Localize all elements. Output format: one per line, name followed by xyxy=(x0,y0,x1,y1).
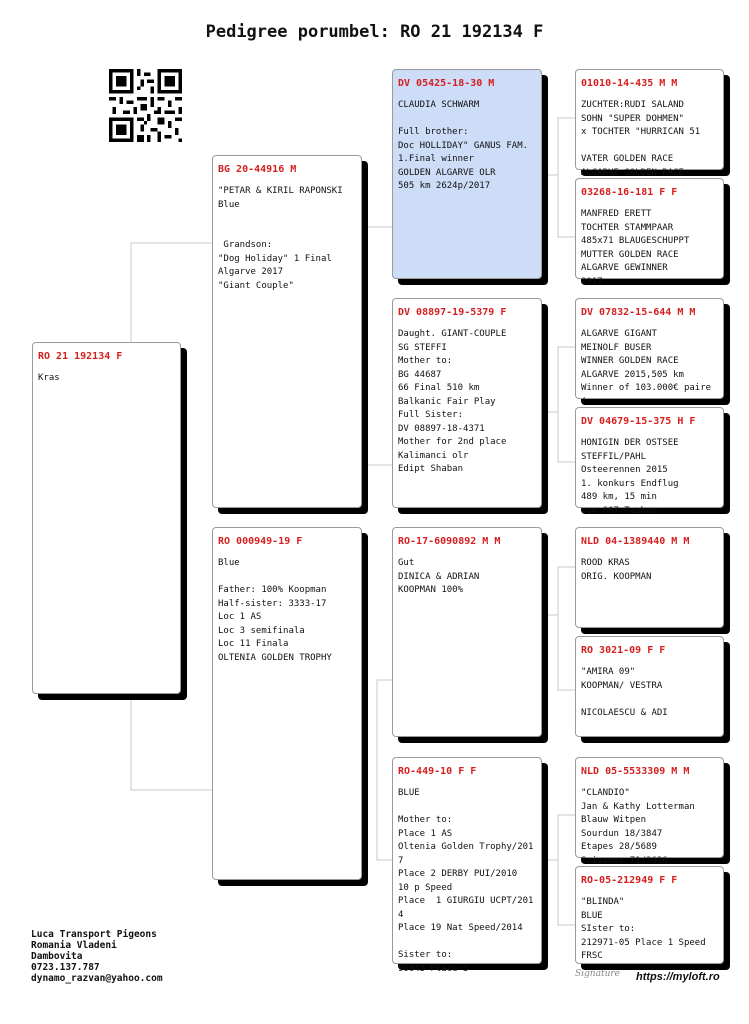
subject-info: Kras xyxy=(38,373,60,383)
breeder-email: dynamo_razvan@yahoo.com xyxy=(31,973,163,984)
mf-mother-info: "AMIRA 09" KOOPMAN/ VESTRA NICOLAESCU & ADI xyxy=(581,667,668,718)
mother-card[interactable] xyxy=(212,527,362,880)
maternal-grandmother-ring-number: RO-449-10 F F xyxy=(398,766,477,777)
mf-mother-ring-number: RO 3021-09 F F xyxy=(581,645,666,656)
subject-ring-number: RO 21 192134 F xyxy=(38,351,123,362)
breeder-phone: 0723.137.787 xyxy=(31,962,100,973)
fm-mother-info: HONIGIN DER OSTSEE STEFFIL/PAHL Osteerennen 2015 1. konkurs Endflug 489 km, 15 min von 607 Tauben xyxy=(581,438,679,516)
ff-mother-card[interactable] xyxy=(575,178,724,287)
subject-card[interactable] xyxy=(32,342,181,694)
ff-mother-ring-number: 03268-16-181 F F xyxy=(581,187,678,198)
ff-father-ring-number: 01010-14-435 M M xyxy=(581,78,678,89)
breeder-contact-block xyxy=(31,929,163,984)
mm-mother-ring-number: RO-05-212949 F F xyxy=(581,875,678,886)
breeder-region: Dambovita xyxy=(31,951,83,962)
maternal-grandfather-info: Gut DINICA & ADRIAN KOOPMAN 100% xyxy=(398,558,480,595)
breeder-country: Romania Vladeni xyxy=(31,940,117,951)
paternal-grandfather-info: CLAUDIA SCHWARM Full brother: Doc HOLLIDAY" GANUS FAM. 1.Final winner GOLDEN ALGARVE OLR 505 km 2624p/2017 xyxy=(398,100,529,191)
page-title: Pedigree porumbel: RO 21 192134 F xyxy=(205,22,544,42)
fm-mother-ring-number: DV 04679-15-375 H F xyxy=(581,416,696,427)
fm-father-ring-number: DV 07832-15-644 M M xyxy=(581,307,696,318)
maternal-grandfather-card[interactable] xyxy=(392,527,542,737)
paternal-grandmother-info: Daught. GIANT-COUPLE SG STEFFI Mother to: BG 44687 66 Final 510 km Balkanic Fair Play Full Sister: DV 08897-18-4371 Mother for 2nd place Kalimanci olr Edipt Shaban xyxy=(398,329,507,474)
mm-father-ring-number: NLD 05-5533309 M M xyxy=(581,766,690,777)
ff-mother-info: MANFRED ERETT TOCHTER STAMMPAAR 485x71 BLAUGESCHUPPT MUTTER GOLDEN RACE ALGARVE GEWINNER 2017 xyxy=(581,209,690,287)
father-card[interactable] xyxy=(212,155,362,508)
mm-mother-info: "BLINDA" BLUE SIster to: 212971-05 Place 1 Speed FRSC xyxy=(581,897,706,961)
mother-ring-number: RO 000949-19 F xyxy=(218,536,303,547)
website-link[interactable]: https://myloft.ro xyxy=(636,971,720,983)
fm-father-info: ALGARVE GIGANT MEINOLF BUSER WINNER GOLDEN RACE ALGARVE 2015,505 km Winner of 103.000€ paire ( xyxy=(581,329,712,407)
fm-father-card[interactable] xyxy=(575,298,724,407)
paternal-grandfather-ring-number: DV 05425-18-30 M xyxy=(398,78,495,89)
ff-father-info: ZUCHTER:RUDI SALAND SOHN "SUPER DOHMEN" x TOCHTER "HURRICAN 51 VATER GOLDEN RACE ALGARVE GOLDEN RACE xyxy=(581,100,701,178)
maternal-grandmother-card[interactable] xyxy=(392,757,542,974)
mother-info: Blue Father: 100% Koopman Half-sister: 3333-17 Loc 1 AS Loc 3 semifinala Loc 11 Finala OLTENIA GOLDEN TROPHY xyxy=(218,558,332,663)
mf-father-ring-number: NLD 04-1389440 M M xyxy=(581,536,690,547)
maternal-grandmother-info: BLUE Mother to: Place 1 AS Oltenia Golden Trophy/2017 Place 2 DERBY PUI/2010 10 p Speed Place 1 GIURGIU UCPT/2014 Place 19 Nat Speed/2014 Sister to: 90043 Place 3 xyxy=(398,788,534,974)
mm-mother-card[interactable] xyxy=(575,866,724,964)
mf-mother-card[interactable] xyxy=(575,636,724,737)
father-info: "PETAR & KIRIL RAPONSKI Blue Grandson: "Dog Holiday" 1 Final Algarve 2017 "Giant Couple" xyxy=(218,186,343,291)
paternal-grandfather-card[interactable] xyxy=(392,69,542,279)
paternal-grandmother-card[interactable] xyxy=(392,298,542,508)
mm-father-card[interactable] xyxy=(575,757,724,866)
maternal-grandfather-ring-number: RO-17-6090892 M M xyxy=(398,536,501,547)
mf-father-card[interactable] xyxy=(575,527,724,628)
signature: Signature xyxy=(575,969,621,979)
paternal-grandmother-ring-number: DV 08897-19-5379 F xyxy=(398,307,507,318)
breeder-name: Luca Transport Pigeons xyxy=(31,929,157,940)
mf-father-info: ROOD KRAS ORIG. KOOPMAN xyxy=(581,558,652,582)
father-ring-number: BG 20-44916 M xyxy=(218,164,297,175)
fm-mother-card[interactable] xyxy=(575,407,724,516)
ff-father-card[interactable] xyxy=(575,69,724,178)
mm-father-info: "CLANDIO" Jan & Kathy Lotterman Blauw Witpen Sourdun 18/3847 Etapes 28/5689 Soissons 71/2626 xyxy=(581,788,695,866)
